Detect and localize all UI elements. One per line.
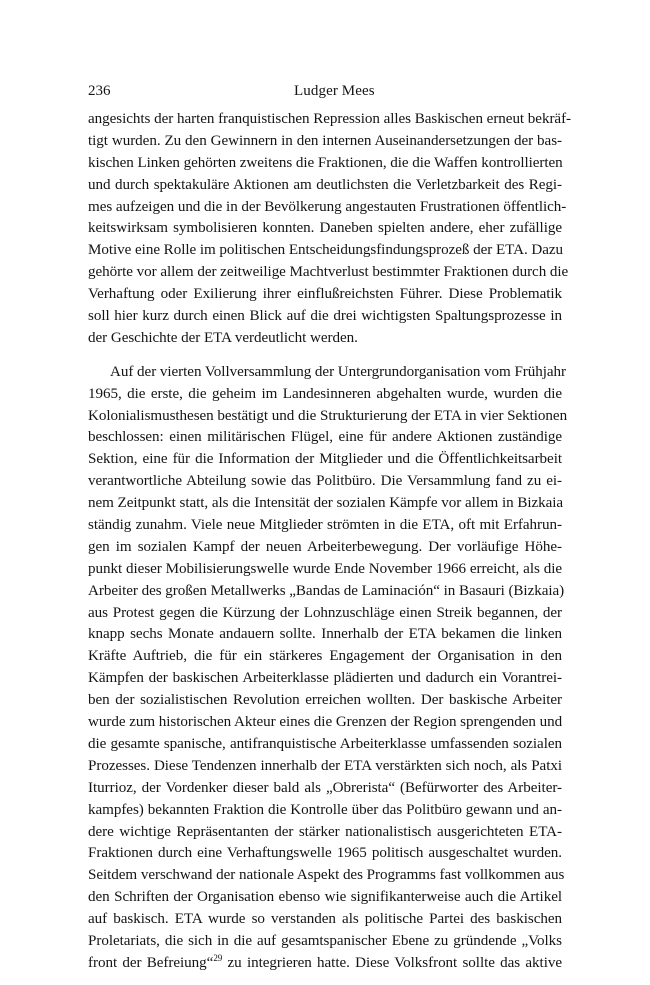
running-header [88,80,560,102]
text-line: Verhaftung oder Exilierung ihrer einflußreichsten Führer. Diese Problematik [88,286,562,303]
text-line: der Geschichte der ETA verdeutlicht werden. [88,329,358,346]
text-segment: zu integrieren hatte. Diese Volksfront sollte das aktive [227,954,562,971]
text-line: gen im sozialen Kampf der neuen Arbeiterbewegung. Der vorläufige Höhe- [88,538,562,555]
paragraph-2 [88,362,568,975]
text-line: und durch spektakuläre Aktionen am deutlichsten die Verletzbarkeit des Regi- [88,176,562,193]
text-line-with-footnote [88,953,562,975]
text-segment: front der Befreiung“ [88,954,214,971]
text-line: angesichts der harten franquistischen Repression alles Baskischen erneut bekräf- [88,111,572,127]
paragraph-1 [88,109,572,350]
text-line: Arbeiter des großen Metallwerks „Bandas de Laminación“ in Basauri (Bizkaia) [88,582,565,599]
page-number: 236 [88,83,111,99]
text-line: ständig zunahm. Viele neue Mitglieder strömten in die ETA, oft mit Erfahrun- [88,517,562,534]
text-line: beschlossen: einen militärischen Flügel, eine für andere Aktionen zuständige [88,429,562,446]
text-line: 1965, die erste, die geheim im Landesinneren abgehalten wurde, wurden die [88,385,562,402]
text-line: ben der sozialistischen Revolution erreichen wollten. Der baskische Arbeiter [88,692,562,709]
text-line: wurde zum historischen Akteur eines die Grenzen der Region sprengenden und [88,714,563,731]
text-line: punkt dieser Mobilisierungswelle wurde Ende November 1966 erreicht, als die [88,560,562,577]
text-line: Kämpfen der baskischen Arbeiterklasse plädierten und dadurch ein Vorantrei- [88,670,562,687]
text-line: Sektion, eine für die Information der Mitglieder und die Öffentlichkeitsarbeit [88,451,562,468]
text-line: verantwortliche Abteilung sowie das Politbüro. Die Versammlung fand zu ei- [88,473,562,490]
text-line: kischen Linken gehörten zweitens die Fraktionen, die die Waffen kontrollierten [88,154,563,171]
text-line: Motive eine Rolle im politischen Entscheidungsfindungsprozeß der ETA. Dazu [88,242,564,259]
body-text [88,109,572,975]
text-line: Proletariats, die sich in die auf gesamtspanischer Ebene zu gründende „Volks [88,932,562,949]
text-line: den Schriften der Organisation ebenso wie signifikanterweise auch die Artikel [88,889,562,906]
text-line: Iturrioz, der Vordenker dieser bald als „Obrerista“ (Befürworter des Arbeiter- [88,779,562,796]
text-line: nem Zeitpunkt statt, als die Intensität der sozialen Kämpfe vor allem in Bizkaia [88,495,564,512]
text-line: knapp sechs Monate andauern sollte. Innerhalb der ETA bekamen die linken [88,626,562,643]
text-line: soll hier kurz durch einen Blick auf die drei wichtigsten Spaltungsprozesse in [88,308,562,325]
text-line: Kolonialismusthesen bestätigt und die Strukturierung der ETA in vier Sektionen [88,407,568,424]
text-line: kampfes) bekannten Fraktion die Kontrolle über das Politbüro gewann und an- [88,801,562,818]
text-line: Prozesses. Diese Tendenzen innerhalb der ETA verstärkten sich noch, als Patxi [88,757,562,774]
text-line: aus Protest gegen die Kürzung der Lohnzuschläge einen Streik begannen, der [88,604,562,621]
text-line: dere wichtige Repräsentanten der stärker nationalistisch ausgerichteten ETA- [88,823,562,840]
text-line: Auf der vierten Vollversammlung der Untergrundorganisation vom Frühjahr [110,363,567,380]
text-line: auf baskisch. ETA wurde so verstanden als politische Partei des baskischen [88,911,562,928]
footnote-marker: 29 [213,952,223,963]
text-line: Seitdem verschwand der nationale Aspekt des Programms fast vollkommen aus [88,867,565,884]
paragraph-gap [88,350,562,362]
text-line: tigt wurden. Zu den Gewinnern in den internen Auseinandersetzungen der bas- [88,132,562,149]
text-line: gehörte vor allem der zeitweilige Machtverlust bestimmter Fraktionen durch die [88,264,569,281]
text-line: Fraktionen durch eine Verhaftungswelle 1965 politisch ausgeschaltet wurden. [88,845,562,862]
text-line: keitswirksam symbolisieren konnten. Daneben spielten andere, eher zufällige [88,220,562,237]
text-line: Kräfte Auftrieb, die für ein stärkeres Engagement der Organisation in den [88,648,562,665]
text-line: die gesamte spanische, antifranquistische Arbeiterklasse umfassenden sozialen [88,735,562,752]
running-title: Ludger Mees [294,83,375,99]
text-line: mes aufzeigen und die in der Bevölkerung angestauten Frustrationen öffentlich- [88,198,567,215]
